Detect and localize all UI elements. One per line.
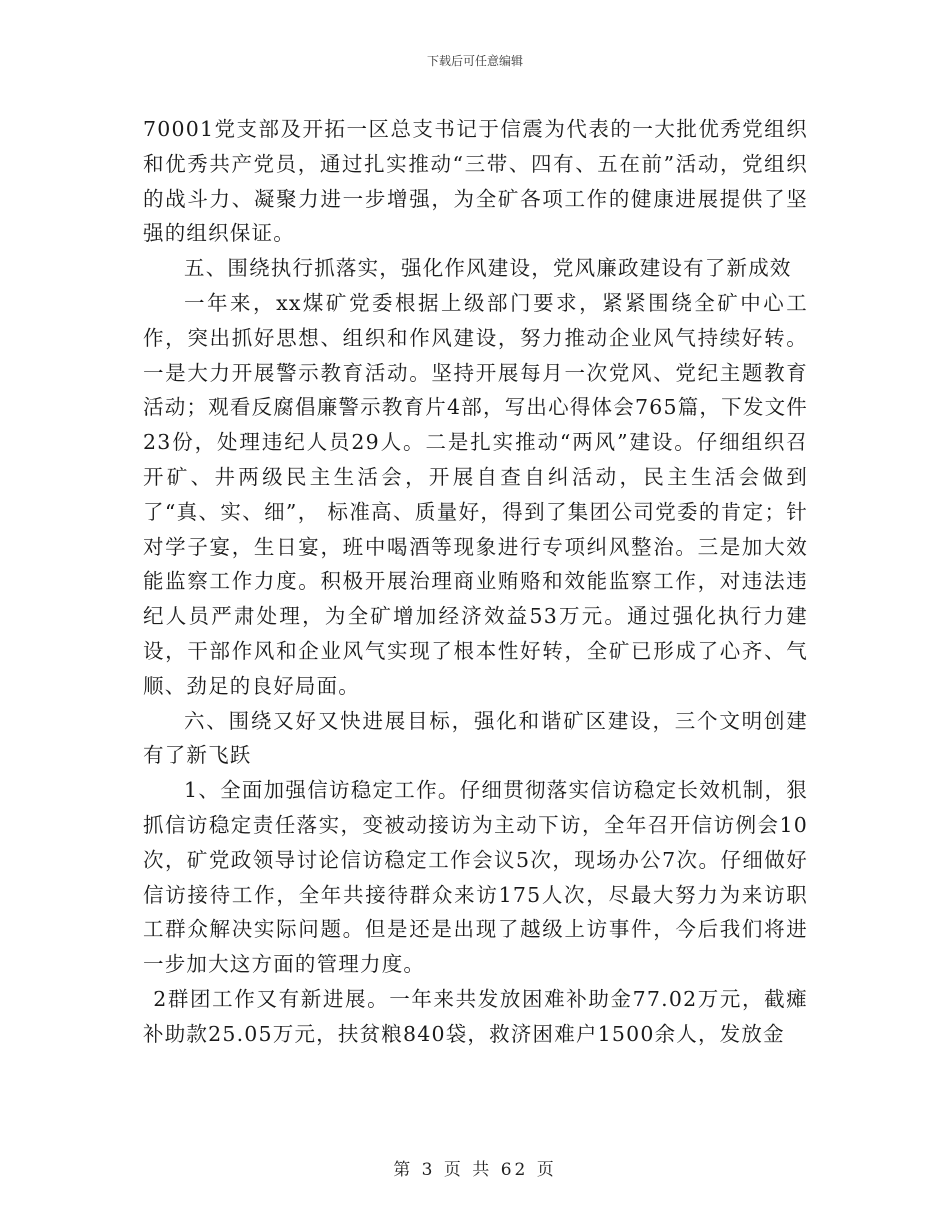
paragraph-continuation: 70001党支部及开拓一区总支书记于信震为代表的一大批优秀党组织和优秀共产党员，通过扎实推动“三带、四有、五在前”活动，党组织的战斗力、凝聚力进一步增强，为全矿各项工作的健康进展提供了坚强的组织保证。: [143, 117, 808, 246]
page-number: 第 3 页 共 62 页: [393, 1160, 557, 1180]
section-heading-five: 五、围绕执行抓落实，强化作风建设，党风廉政建设有了新成效: [184, 256, 792, 281]
page-header-note: 下载后可任意编辑: [426, 54, 523, 68]
paragraph-mass-organizations: 2群团工作又有新进展。一年来共发放困难补助金77.02万元，截瘫补助款25.05万元，扶贫粮840袋，救济困难户1500余人，发放金: [143, 986, 808, 1046]
paragraph-discipline: 一年来，xx煤矿党委根据上级部门要求，紧紧围绕全矿中心工作，突出抓好思想、组织和作风建设，努力推动企业风气持续好转。一是大力开展警示教育活动。坚持开展每月一次党风、党纪主题教育活动；观看反腐倡廉警示教育片4部，写出心得体会765篇，下发文件23份，处理违纪人员29人。二是扎实推动“两风”建设。仔细组织召开矿、井两级民主生活会，开展自查自纠活动，民主生活会做到了“真、实、细”， 标准高、质量好，得到了集团公司党委的肯定；针对学子宴，生日宴，班中喝酒等现象进行专项纠风整治。三是加大效能监察工作力度。积极开展治理商业贿赂和效能监察工作，对违法违纪人员严肃处理，为全矿增加经济效益53万元。通过强化执行力建设，干部作风和企业风气实现了根本性好转，全矿已形成了心齐、气顺、劲足的良好局面。: [143, 290, 808, 698]
section-heading-six: 六、围绕又好又快进展目标，强化和谐矿区建设，三个文明创建有了新飞跃: [143, 708, 808, 768]
document-body: [143, 112, 808, 1052]
paragraph-petition: 1、全面加强信访稳定工作。仔细贯彻落实信访稳定长效机制，狠抓信访稳定责任落实，变被动接访为主动下访，全年召开信访例会10次，矿党政领导讨论信访稳定工作会议5次，现场办公7次。仔细做好信访接待工作，全年共接待群众来访175人次，尽最大努力为来访职工群众解决实际问题。但是还是出现了越级上访事件，今后我们将进一步加大这方面的管理力度。: [143, 778, 808, 977]
